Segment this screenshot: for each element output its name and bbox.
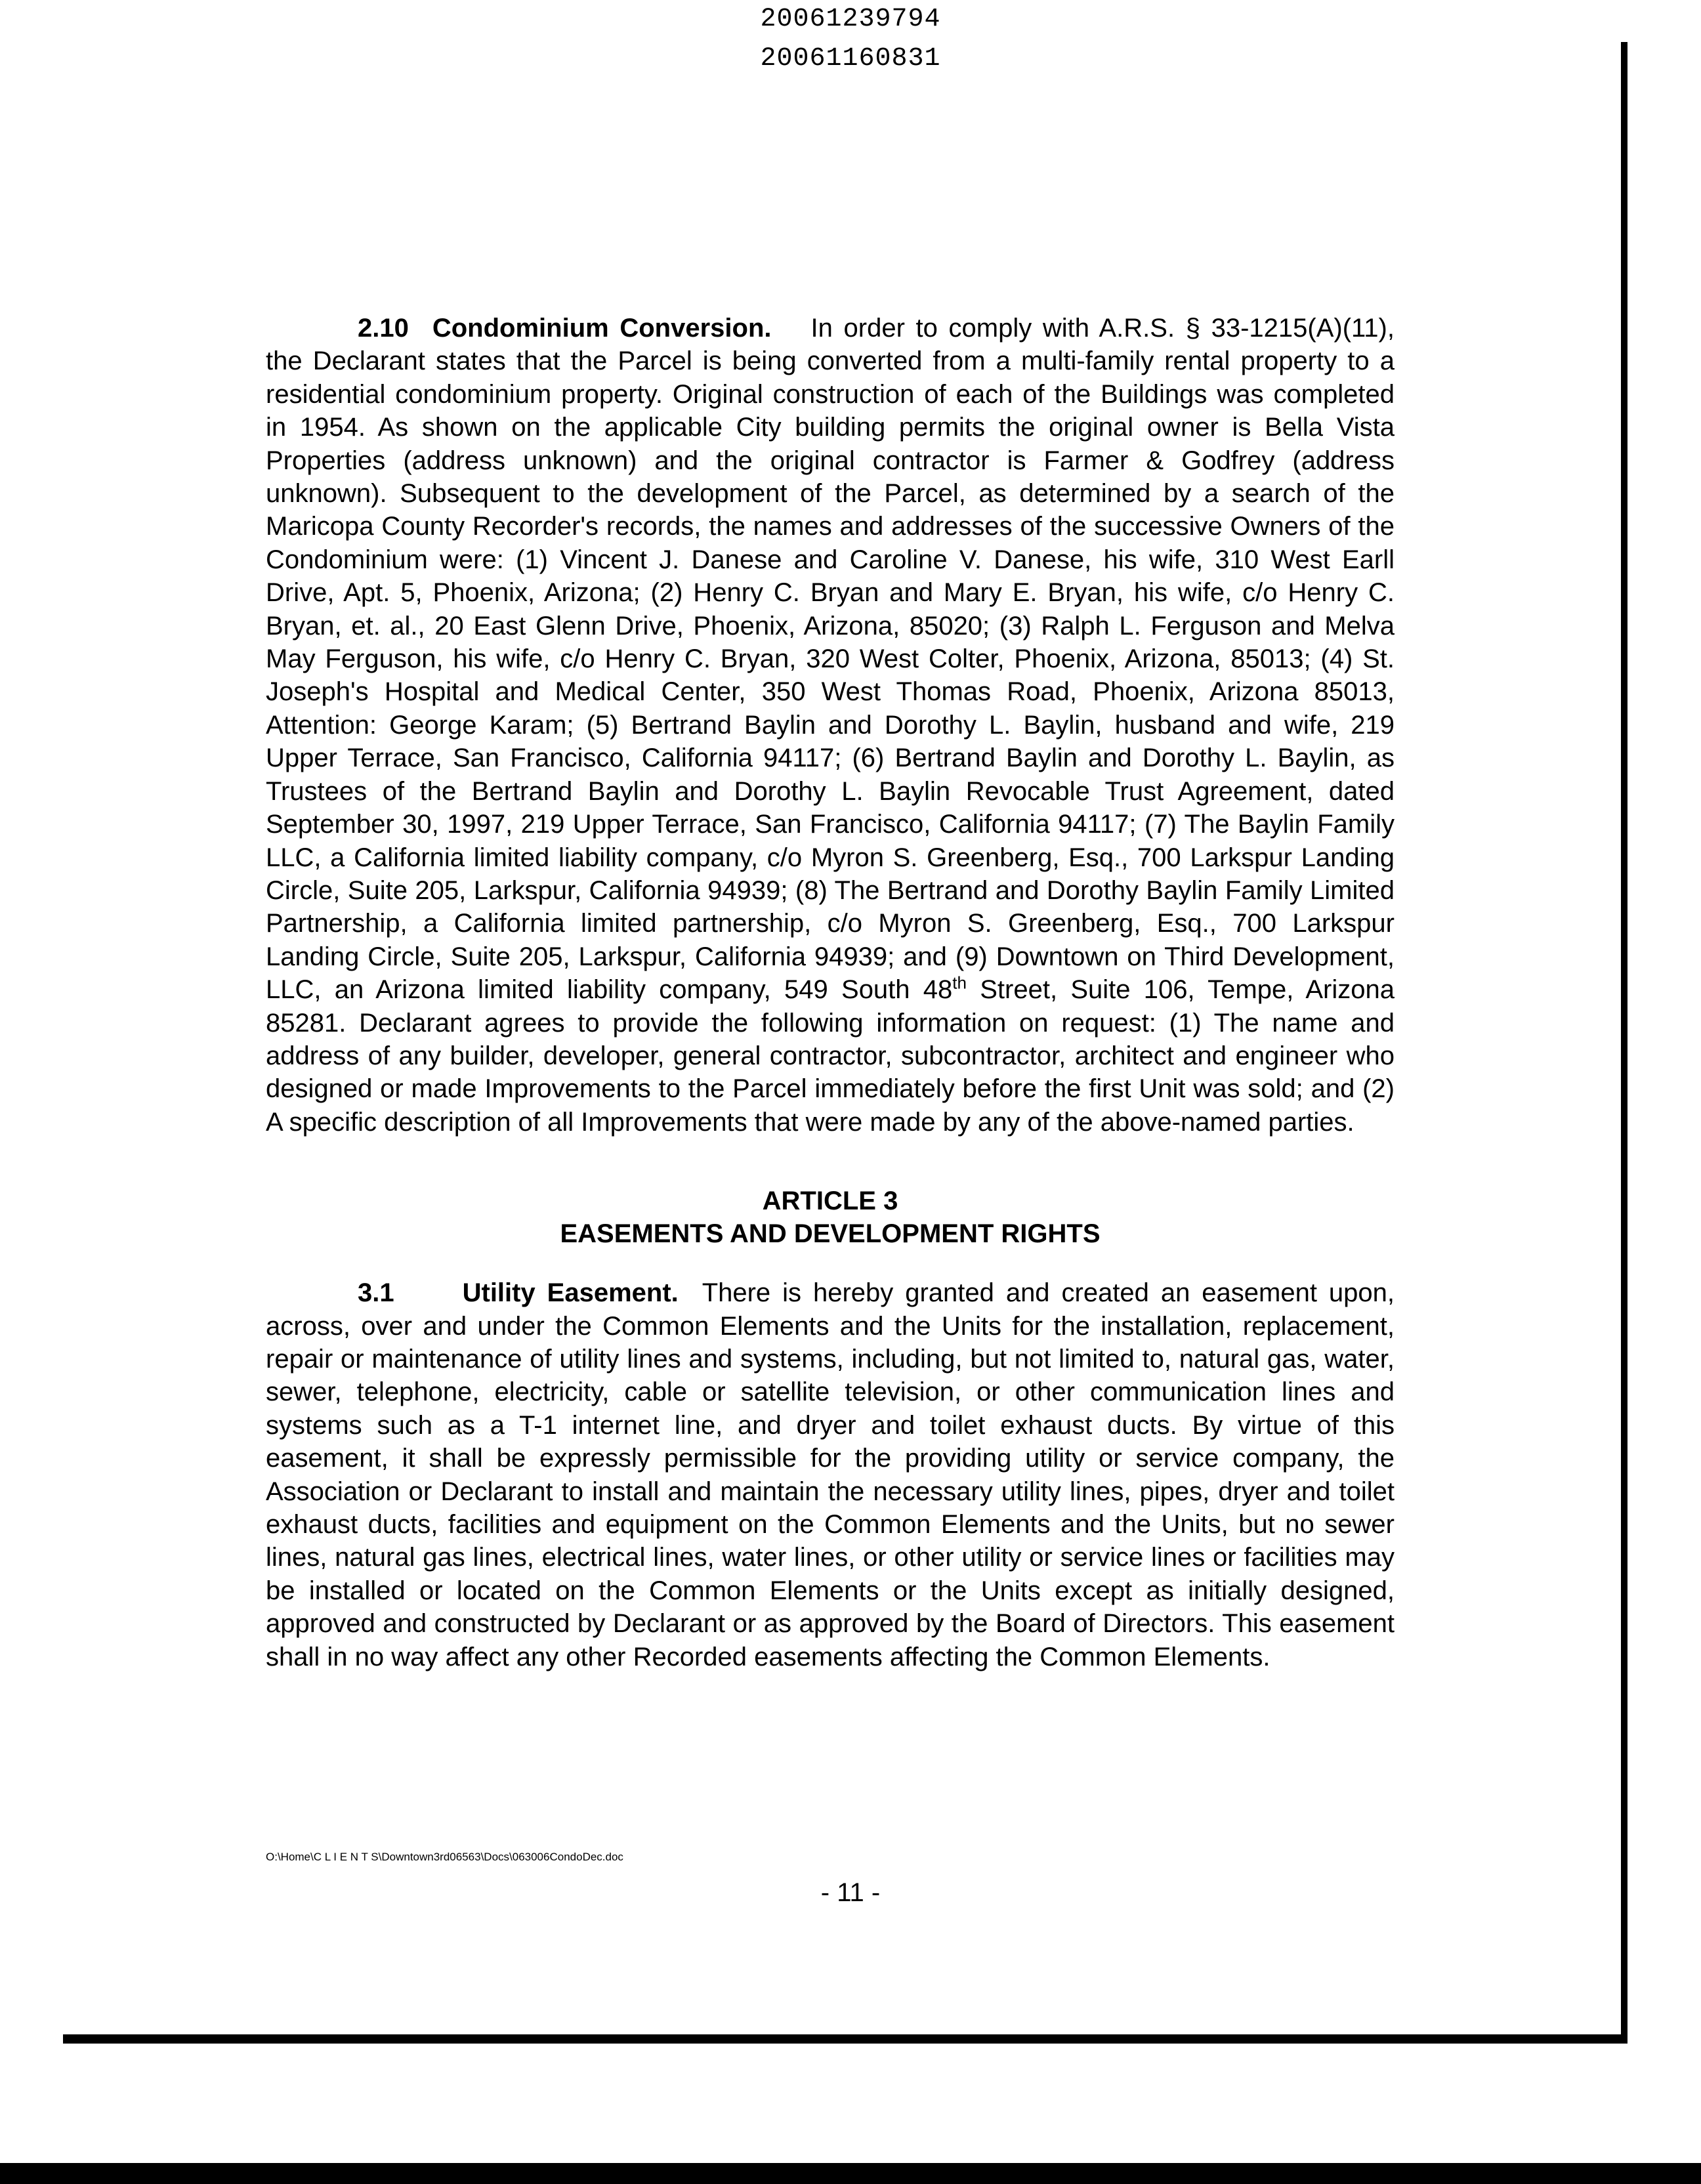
section-body: In order to comply with A.R.S. § 33-1215(A)(11), the Declarant states that the Parcel is being converted from a multi-family rental property to a residential condominium property. Original construction of each of the Buildings was completed in 1954. As shown on the applicable City building permits the original owner is Bella Vista Properties (address unknown) and the original contractor is Farmer & Godfrey (address unknown). Subsequent to the development of the Parcel, as determined by a search of the Maricopa County Recorder's records, the names and addresses of the successive Owners of the Condominium were: (1) Vincent J. Danese and Caroline V. Danese, his wife, 310 West Earll Drive, Apt. 5, Phoenix, Arizona; (2) Henry C. Bryan and Mary E. Bryan, his wife, c/o Henry C. Bryan, et. al., 20 East Glenn Drive, Phoenix, Arizona, 85020; (3) Ralph L. Ferguson and Melva May Ferguson, his wife, c/o Henry C. Bryan, 320 West Colter, Phoenix, Arizona, 85013; (4) St. Joseph's Hospital and Medical Center, 350 West Thomas Road, Phoenix, Arizona 85013, Attention: George Karam; (5) Bertrand Baylin and Dorothy L. Baylin, husband and wife, 219 Upper Terrace, San Francisco, California 94117; (6) Bertrand Baylin and Dorothy L. Baylin, as Trustees of the Bertrand Baylin and Dorothy L. Baylin Revocable Trust Agreement, dated September 30, 1997, 219 Upper Terrace, San Francisco, California 94117; (7) The Baylin Family LLC, a California limited liability company, c/o Myron S. Greenberg, Esq., 700 Larkspur Landing Circle, Suite 205, Larkspur, California 94939; (8) The Bertrand and Dorothy Baylin Family Limited Partnership, a California limited partnership, c/o Myron S. Greenberg, Esq., 700 Larkspur Landing Circle, Suite 205, Larkspur, California 94939; and (9) Downtown on Third Development, LLC, an Arizona limited liability company, 549 South 48 [266, 314, 1395, 1005]
section-number: 3.1 [358, 1278, 394, 1308]
page-border-right [1621, 42, 1628, 2044]
section-title: Utility Easement. [462, 1278, 679, 1308]
article-header [266, 1185, 1395, 1250]
section-body-continued: Street, Suite 106, Tempe, Arizona 85281. Declarant agrees to provide the following information on request: (1) The name and address of any builder, developer, general contractor, subcontractor, architect and engineer who designed or made Improvements to the Parcel immediately before the first Unit was sold; and (2) A specific description of all Improvements that were made by any of the above-named parties. [266, 975, 1395, 1137]
recording-number-secondary: 20061160831 [760, 44, 941, 74]
ordinal-superscript: th [952, 973, 967, 993]
page-number: - 11 - [820, 1878, 881, 1907]
section-number: 2.10 [358, 314, 409, 343]
section-title: Condominium Conversion. [432, 314, 772, 343]
recording-number-primary: 20061239794 [760, 5, 941, 34]
section-body: There is hereby granted and created an easement upon, across, over and under the Common Elements and the Units for the installation, replacement, repair or maintenance of utility lines and systems, including, but not limited to, natural gas, water, sewer, telephone, electricity, cable or satellite television, or other communication lines and systems such as a T-1 internet line, and dryer and toilet exhaust ducts. By virtue of this easement, it shall be expressly permissible for the providing utility or service company, the Association or Declarant to install and maintain the necessary utility lines, pipes, dryer and toilet exhaust ducts, facilities and equipment on the Common Elements and the Units, but no sewer lines, natural gas lines, electrical lines, water lines, or other utility or service lines or facilities may be installed or located on the Common Elements or the Units except as initially designed, approved and constructed by Declarant or as approved by the Board of Directors. This easement shall in no way affect any other Recorded easements affecting the Common Elements. [266, 1278, 1395, 1671]
footer-file-path: O:\Home\C L I E N T S\Downtown3rd06563\Docs\063006CondoDec.doc [266, 1851, 623, 1863]
article-heading: ARTICLE 3 [762, 1186, 898, 1216]
article-title: EASEMENTS AND DEVELOPMENT RIGHTS [560, 1219, 1101, 1249]
section-2-10 [266, 312, 1395, 1139]
document-body [266, 312, 1395, 1673]
page-border-bottom [63, 2034, 1628, 2044]
scan-edge-bottom [0, 2163, 1701, 2184]
section-3-1 [266, 1276, 1395, 1673]
